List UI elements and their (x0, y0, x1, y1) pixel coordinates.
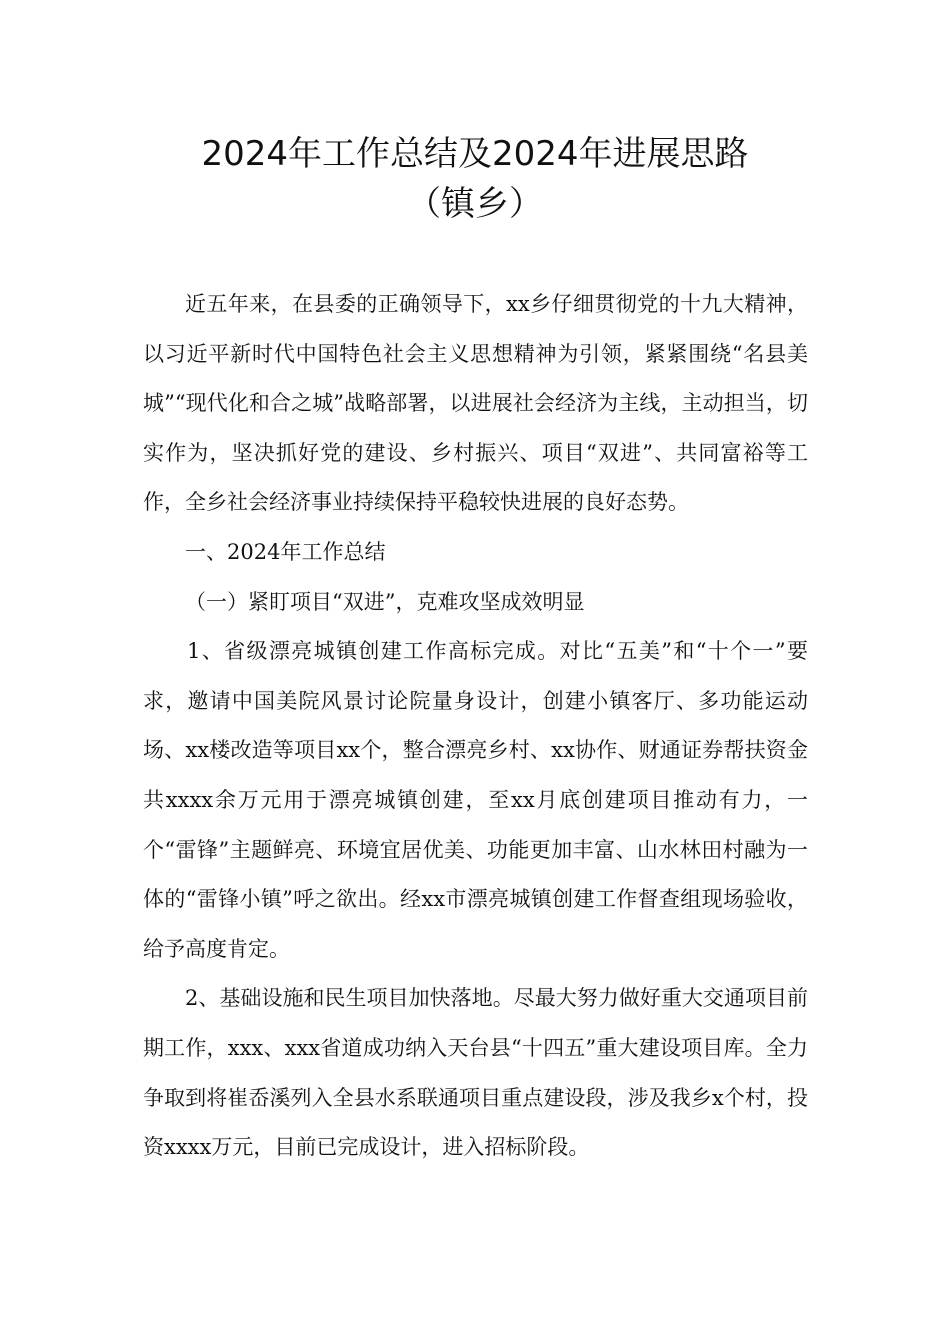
paragraph-intro: 近五年来，在县委的正确领导下，xx乡仔细贯彻党的十九大精神，以习近平新时代中国特色社会主义思想精神为引领，紧紧围绕“名县美城”“现代化和合之城”战略部署，以进展社会经济为主线，主动担当，切实作为，坚决抓好党的建设、乡村振兴、项目“双进”、共同富裕等工作，全乡社会经济事业持续保持平稳较快进展的良好态势。 (143, 292, 808, 515)
paragraph-item-1: 1、省级漂亮城镇创建工作高标完成。对比“五美”和“十个一”要求，邀请中国美院风景讨论院量身设计，创建小镇客厅、多功能运动场、xx楼改造等项目xx个，整合漂亮乡村、xx协作、财通证券帮扶资金共xxxx余万元用于漂亮城镇创建，至xx月底创建项目推动有力，一个“雷锋”主题鲜亮、环境宜居优美、功能更加丰富、山水林田村融为一体的“雷锋小镇”呼之欲出。经xx市漂亮城镇创建工作督查组现场验收，给予高度肯定。 (143, 639, 808, 961)
document-title: 2024年工作总结及2024年进展思路 (201, 134, 749, 174)
section-heading: 一、2024年工作总结 (185, 539, 386, 564)
document-body (143, 280, 808, 1173)
paragraph-item-2: 2、基础设施和民生项目加快落地。尽最大努力做好重大交通项目前期工作，xxx、xxx省道成功纳入天台县“十四五”重大建设项目库。全力争取到将崔岙溪列入全县水系联通项目重点建设段，涉及我乡x个村，投资xxxx万元，目前已完成设计，进入招标阶段。 (143, 986, 808, 1160)
subsection-heading: （一）紧盯项目“双进”，克难攻坚成效明显 (185, 589, 585, 614)
document-subtitle: （镇乡） (407, 184, 543, 224)
